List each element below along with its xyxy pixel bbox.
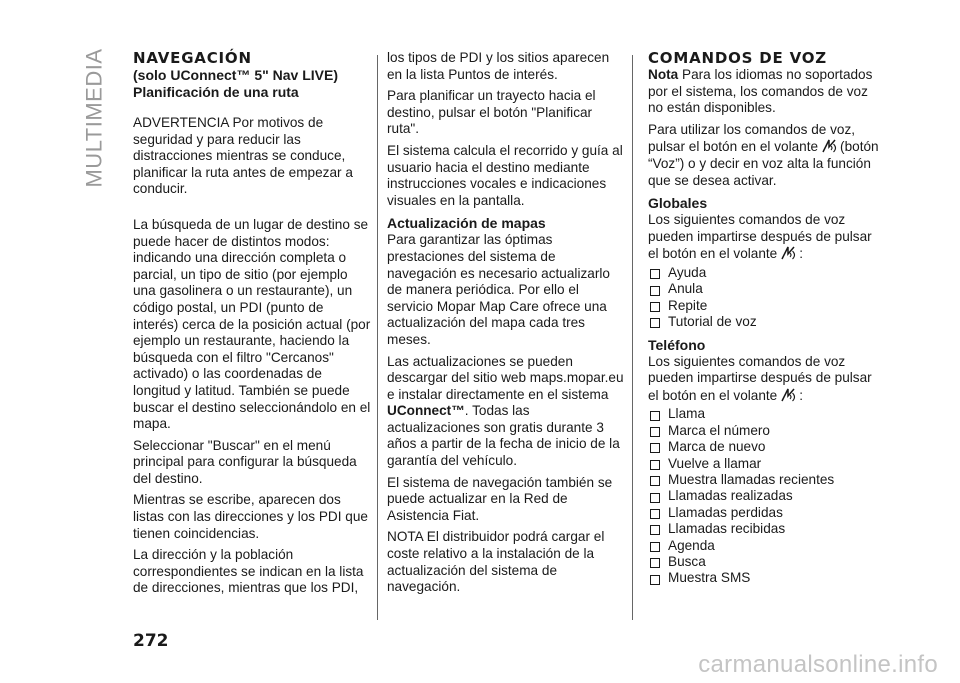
text: . Todas las actualizaciones son gratis durante 3 años a partir de la fecha de inicio de la garantía del vehículo. xyxy=(387,403,620,469)
section-title-navegacion: NAVEGACIÓN xyxy=(133,49,252,67)
note-label: Nota xyxy=(648,67,679,82)
section-side-label xyxy=(82,47,108,188)
paragraph: Seleccionar "Buscar" en el menú principal para configurar la búsqueda del destino. xyxy=(133,437,357,486)
list-item-label: Ayuda xyxy=(668,264,707,280)
voice-command-icon xyxy=(820,138,838,154)
text: Para utilizar los comandos de voz, pulsar el botón en el volante xyxy=(648,121,856,155)
column-2 xyxy=(387,50,625,601)
paragraph: NOTA El distribuidor podrá cargar el coste relativo a la instalación de la actualización del sistema de navegación. xyxy=(387,529,605,595)
list-item-label: Llamadas realizadas xyxy=(668,488,793,504)
note-text: Para los idiomas no soportados por el sistema, los comandos de voz no están disponibles. xyxy=(648,67,873,116)
subheading-actualizacion-mapas: Actualización de mapas xyxy=(387,215,546,232)
checkbox-icon xyxy=(650,509,660,519)
list-item-label: Vuelve a llamar xyxy=(668,455,762,471)
paragraph: La búsqueda de un lugar de destino se puede hacer de distintos modos: indicando una dirección completa o parcial, un tipo de sitio (por ejemplo una gasolinera o un restaurante), un código postal, un PDI (punto de interés) cerca de la posición actual (por ejemplo un restaurante, haciendo la búsqueda con el filtro "Cercanos" activado) o las coordenadas de longitud y latitud. También se puede buscar el destino seleccionándolo en el mapa. xyxy=(133,216,371,432)
list-item xyxy=(648,265,886,281)
paragraph: Para planificar un trayecto hacia el destino, pulsar el botón "Planificar ruta". xyxy=(387,88,596,137)
text: Los siguientes comandos de voz pueden impartirse después de pulsar el botón en el volante xyxy=(648,353,872,403)
list-item-label: Agenda xyxy=(668,537,715,553)
note-paragraph xyxy=(648,67,886,117)
checkbox-icon xyxy=(650,443,660,453)
list-item xyxy=(648,456,886,472)
section-subtitle: (solo UConnect™ 5" Nav LIVE) xyxy=(133,67,338,83)
checkbox-icon xyxy=(650,411,660,421)
text: Las actualizaciones se pueden descargar del sitio web maps.mopar.eu e instalar directamente en el sistema xyxy=(387,353,624,402)
list-item xyxy=(648,314,886,330)
text: : xyxy=(799,246,804,262)
list-item xyxy=(648,281,886,297)
paragraph xyxy=(648,212,886,263)
text: : xyxy=(799,387,804,403)
checkbox-icon xyxy=(650,493,660,503)
list-item-label: Tutorial de voz xyxy=(668,314,757,330)
list-item-label: Llamadas perdidas xyxy=(668,504,783,520)
list-item xyxy=(648,570,886,586)
warning-text: ADVERTENCIA Por motivos de seguridad y para reducir las distracciones mientras se conduce, planificar la ruta antes de empezar a conducir. xyxy=(133,115,353,197)
paragraph xyxy=(648,122,886,189)
section-title-comandos-voz: COMANDOS DE VOZ xyxy=(648,49,827,67)
list-item-label: Marca el número xyxy=(668,422,770,438)
list-item xyxy=(648,538,886,554)
list-item xyxy=(648,488,886,504)
column-1 xyxy=(133,50,371,602)
list-item-label: Busca xyxy=(668,554,706,569)
side-label-text: MULTIMEDIA xyxy=(82,47,108,188)
list-item-label: Marca de nuevo xyxy=(668,439,766,455)
globales-command-list xyxy=(648,265,886,331)
paragraph xyxy=(387,354,625,470)
list-item xyxy=(648,521,886,537)
subheading-telefono: Teléfono xyxy=(648,336,706,353)
paragraph: El sistema calcula el recorrido y guía al usuario hacia el destino mediante instrucciones vocales e indicaciones visuales en la pantalla. xyxy=(387,142,623,208)
list-item xyxy=(648,439,886,455)
voice-command-icon xyxy=(779,245,797,261)
list-item xyxy=(648,505,886,521)
paragraph xyxy=(648,354,886,405)
paragraph: Para garantizar las óptimas prestaciones del sistema de navegación es necesario actualizarlo de manera periódica. Por ello el servicio Mopar Map Care ofrece una actualización del mapa cada tres meses. xyxy=(387,232,610,347)
list-item-label: Llama xyxy=(668,406,706,422)
page-number: 272 xyxy=(133,631,169,651)
paragraph: El sistema de navegación también se puede actualizar en la Red de Asistencia Fiat. xyxy=(387,474,613,523)
paragraph: Mientras se escribe, aparecen dos listas con las direcciones y los PDI que tienen coincidencias. xyxy=(133,492,368,541)
checkbox-icon xyxy=(650,460,660,470)
checkbox-icon xyxy=(650,542,660,552)
list-item-label: Muestra SMS xyxy=(668,570,751,586)
paragraph: La dirección y la población correspondientes se indican en la lista de direcciones, mientras que los PDI, xyxy=(133,547,364,596)
subheading-globales: Globales xyxy=(648,195,708,212)
checkbox-icon xyxy=(650,575,660,585)
checkbox-icon xyxy=(650,286,660,296)
column-divider-1 xyxy=(377,55,378,620)
list-item-label: Repite xyxy=(668,297,708,313)
text: Los siguientes comandos de voz pueden impartirse después de pulsar el botón en el volante xyxy=(648,212,872,262)
list-item xyxy=(648,554,886,570)
paragraph: los tipos de PDI y los sitios aparecen en la lista Puntos de interés. xyxy=(387,50,610,82)
checkbox-icon xyxy=(650,302,660,312)
list-item xyxy=(648,406,886,422)
checkbox-icon xyxy=(650,558,660,568)
text: (botón “Voz”) o y decir en voz alta la función que se desea activar. xyxy=(648,139,879,188)
checkbox-icon xyxy=(650,525,660,535)
voice-command-icon xyxy=(779,387,797,403)
list-item xyxy=(648,472,886,488)
list-item xyxy=(648,423,886,439)
column-divider-2 xyxy=(632,55,633,620)
checkbox-icon xyxy=(650,427,660,437)
checkbox-icon xyxy=(650,269,660,279)
checkbox-icon xyxy=(650,318,660,328)
brand-name: UConnect™ xyxy=(387,403,465,419)
list-item xyxy=(648,298,886,314)
subheading-planificacion: Planificación de una ruta xyxy=(133,84,299,100)
list-item-label: Muestra llamadas recientes xyxy=(668,471,835,487)
checkbox-icon xyxy=(650,476,660,486)
list-item-label: Llamadas recibidas xyxy=(668,521,786,537)
column-3 xyxy=(648,50,886,593)
watermark: carmanualsonline.info xyxy=(698,651,938,678)
telefono-command-list xyxy=(648,406,886,586)
list-item-label: Anula xyxy=(668,281,703,297)
